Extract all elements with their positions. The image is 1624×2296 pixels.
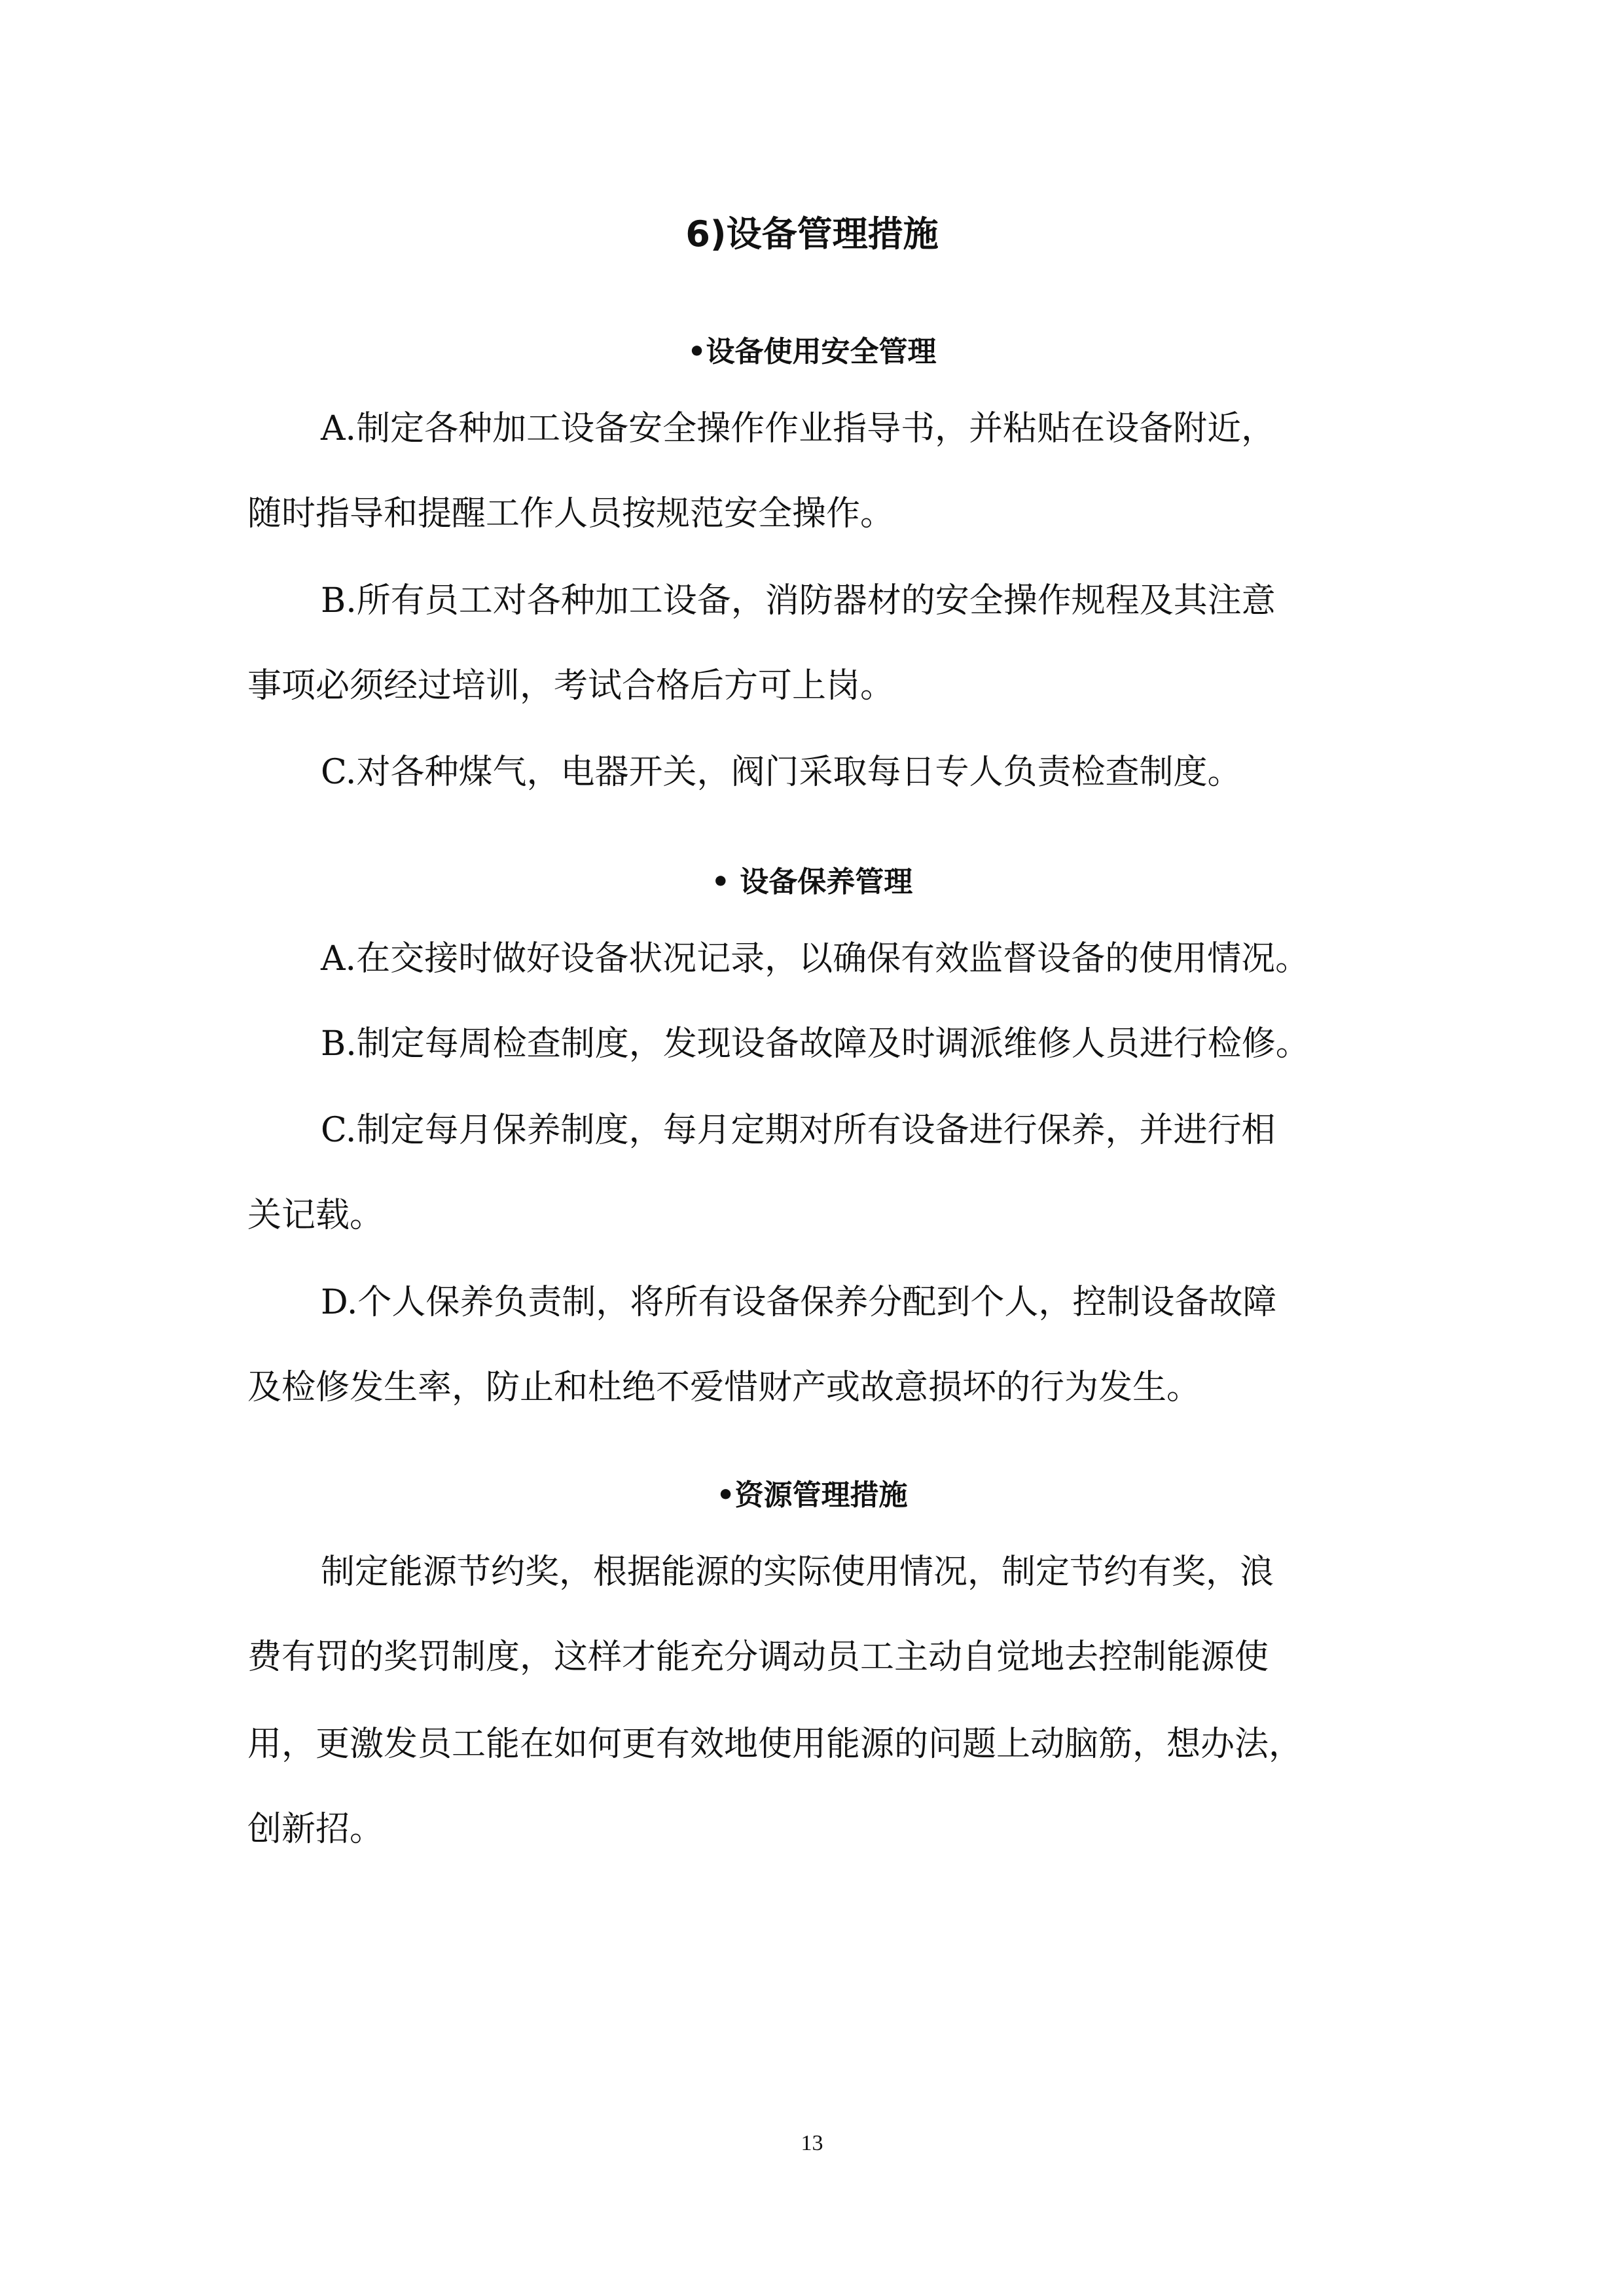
- body-line: A.在交接时做好设备状况记录，以确保有效监督设备的使用情况。: [321, 939, 1310, 978]
- body-line: B.制定每周检查制度，发现设备故障及时调派维修人员进行检修。: [321, 1024, 1310, 1064]
- section-heading-resource-management: •资源管理措施: [716, 1479, 908, 1512]
- body-line: 制定能源节约奖，根据能源的实际使用情况，制定节约有奖，浪: [321, 1552, 1274, 1592]
- body-line: C.制定每月保养制度，每月定期对所有设备进行保养，并进行相: [321, 1111, 1276, 1150]
- body-line: C.对各种煤气，电器开关，阀门采取每日专人负责检查制度。: [321, 753, 1242, 792]
- body-line: 关记载。: [247, 1196, 384, 1235]
- section-heading-equipment-safety: •设备使用安全管理: [687, 335, 937, 368]
- page-number: 13: [801, 2131, 823, 2155]
- body-line: 随时指导和提醒工作人员按规范安全操作。: [247, 494, 895, 533]
- page-title: 6)设备管理措施: [685, 213, 939, 255]
- body-line: 用，更激发员工能在如何更有效地使用能源的问题上动脑筋，想办法，: [247, 1725, 1303, 1764]
- section-heading-equipment-maintenance: • 设备保养管理: [711, 865, 913, 899]
- body-line: 创新招。: [247, 1810, 384, 1849]
- body-line: B.所有员工对各种加工设备，消防器材的安全操作规程及其注意: [321, 581, 1276, 620]
- body-line: 费有罚的奖罚制度，这样才能充分调动员工主动自觉地去控制能源使: [247, 1638, 1269, 1677]
- body-line: 及检修发生率，防止和杜绝不爱惜财产或故意损坏的行为发生。: [247, 1368, 1201, 1407]
- body-line: D.个人保养负责制，将所有设备保养分配到个人，控制设备故障: [321, 1283, 1277, 1322]
- body-line: A.制定各种加工设备安全操作作业指导书，并粘贴在设备附近，: [321, 409, 1276, 448]
- body-line: 事项必须经过培训，考试合格后方可上岗。: [247, 666, 895, 706]
